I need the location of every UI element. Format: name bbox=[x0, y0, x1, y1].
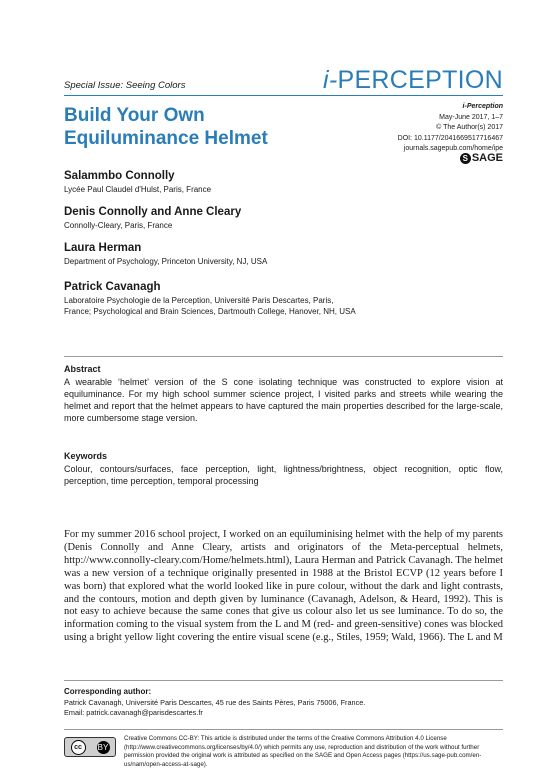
meta-date-pages: May-June 2017, 1–7 bbox=[439, 113, 503, 121]
corresponding-details bbox=[64, 698, 484, 718]
article-meta bbox=[398, 102, 503, 155]
author-affiliation: Department of Psychology, Princeton University, NJ, USA bbox=[64, 257, 268, 266]
journal-logo bbox=[323, 66, 503, 95]
body-paragraph: For my summer 2016 school project, I worked on an equiluminising helmet with the help of my parents (Denis Connolly and Anne Cleary, artists and originators of the Meta-perceptual helmets, http://www.connolly-cleary.com/Home/helmets.html), Laura Herman and Patrick Cavanagh. The helmet was a new version of a technique originally presented in 1988 at the Bristol ECVP (12 years before I was born) that explored what the world looked like in pure colour, without the dark and light contrasts, and the contours, motion and depth given by luminance (Cavanagh, Adelson, & Heard, 1992). This is not easy to achieve because the same cones that give us colour also let us see luminance. To do so, the information coming to the visual system from the L and M (red- and green-sensitive) cones was blocked using a bright yellow light covering the entire visual scene (e.g., Stiles, 1959; Wald, 1966). The L and M bbox=[64, 529, 503, 644]
meta-copyright: © The Author(s) 2017 bbox=[436, 124, 503, 131]
author-affiliation: Laboratoire Psychologie de la Perception, Université Paris Descartes, Paris, France; Psychological and Brain Sciences, Dartmouth College, Hanover, NH, USA bbox=[64, 296, 356, 316]
corresponding-email[interactable]: Email: patrick.cavanagh@parisdescartes.fr bbox=[64, 708, 203, 717]
corresponding-heading: Corresponding author: bbox=[64, 687, 152, 696]
corresponding-rule bbox=[64, 680, 503, 681]
header-rule bbox=[64, 95, 503, 96]
abstract-heading: Abstract bbox=[64, 364, 101, 374]
meta-url[interactable]: journals.sagepub.com/home/ipe bbox=[403, 145, 503, 152]
sage-s-icon: S bbox=[460, 153, 471, 164]
author-name: Denis Connolly and Anne Cleary bbox=[64, 206, 242, 218]
by-icon: BY bbox=[97, 742, 109, 752]
special-issue-label: Special Issue: Seeing Colors bbox=[64, 80, 186, 91]
abstract-rule bbox=[64, 356, 503, 357]
keywords-heading: Keywords bbox=[64, 451, 108, 461]
author-name: Patrick Cavanagh bbox=[64, 281, 161, 293]
license-text: Creative Commons CC-BY: This article is distributed under the terms of the Creative Commons Attribution 4.0 License (http://www.creativecommons.org/licenses/by/4.0/) which permits any use, reproduction and distribution of the work without further permission provided the original work is attributed as specified on the SAGE and Open Access pages (https://us.sage-pub.com/en-us/nam/open-access-at-sage). bbox=[124, 735, 482, 768]
corresponding-address: Patrick Cavanagh, Université Paris Descartes, 45 rue des Saints Pères, Paris 75006, France. bbox=[64, 698, 366, 707]
author-name: Laura Herman bbox=[64, 242, 142, 254]
cc-by-badge[interactable] bbox=[64, 737, 116, 757]
author-name: Salammbo Connolly bbox=[64, 170, 175, 182]
journal-logo-prefix: i- bbox=[322, 66, 338, 94]
author-affiliation: Lycée Paul Claudel d'Hulst, Paris, France bbox=[64, 185, 212, 194]
sage-logo-text: SAGE bbox=[471, 152, 503, 164]
author-affiliation: Connolly-Cleary, Paris, France bbox=[64, 221, 173, 230]
meta-journal: i-Perception bbox=[462, 103, 503, 110]
journal-logo-main: PERCEPTION bbox=[337, 66, 503, 94]
cc-icon: cc bbox=[71, 740, 86, 755]
keywords-text: Colour, contours/surfaces, face perception, light, lightness/brightness, object recognition, optic flow, perception, time perception, temporal processing bbox=[64, 464, 503, 486]
article-title: Build Your Own Equiluminance Helmet bbox=[64, 105, 268, 149]
sage-logo bbox=[460, 152, 503, 164]
abstract-text: A wearable ‘helmet’ version of the S cone isolating technique was constructed to explore vision at equiluminance. For my high school summer science project, I visited parks and streets while wearing the helmet and report that the helmet appears to have captured the main properties described for the large-scale, more cumbersome stage version. bbox=[64, 377, 503, 423]
meta-doi[interactable]: DOI: 10.1177/2041669517716467 bbox=[397, 134, 503, 142]
license-rule bbox=[64, 729, 503, 730]
